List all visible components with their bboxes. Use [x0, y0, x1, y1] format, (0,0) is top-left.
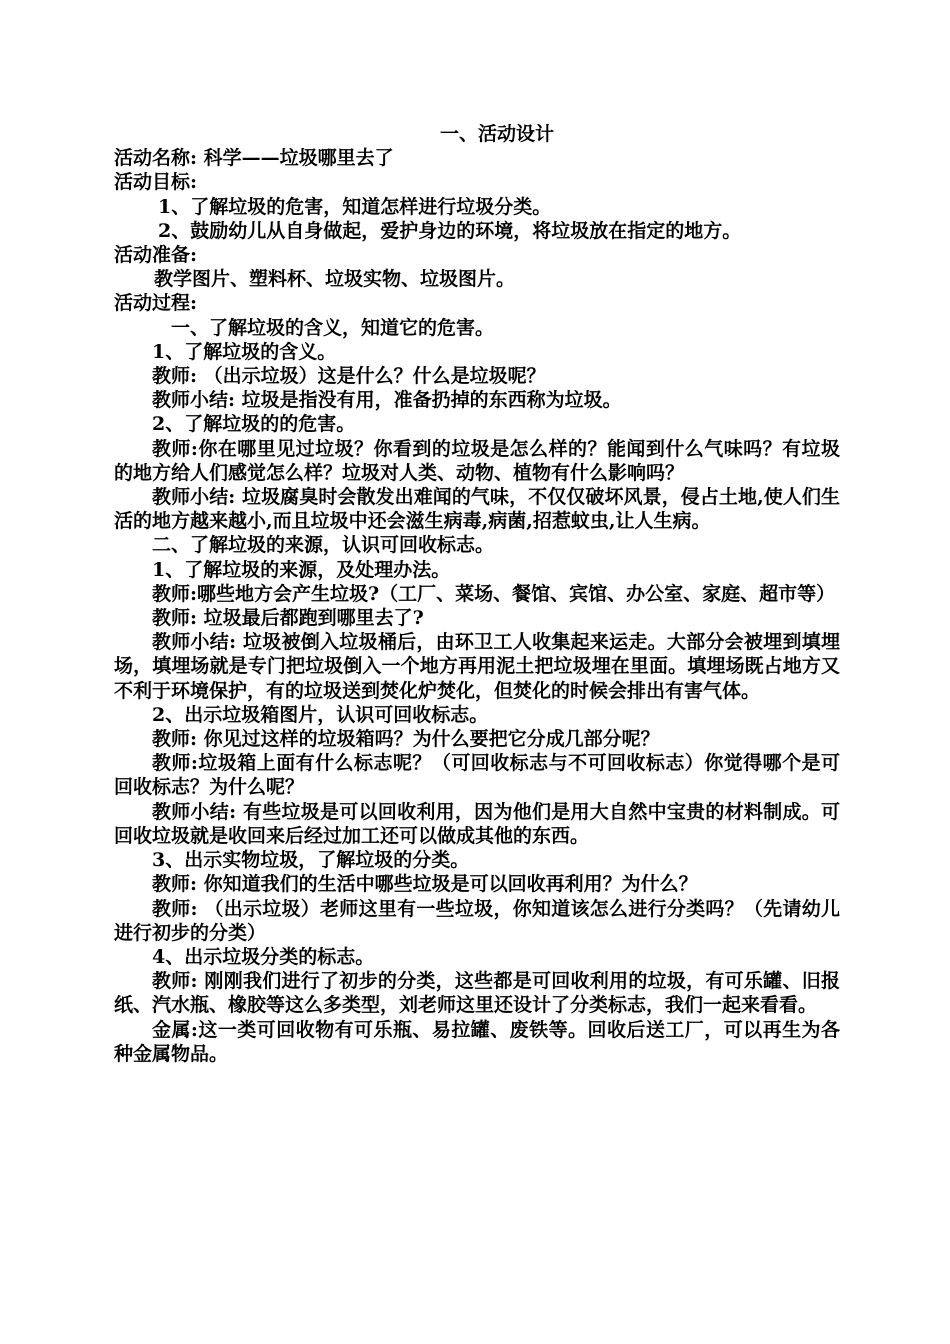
- paragraph: 教师: （出示垃圾）老师这里有一些垃圾，你知道该怎么进行分类吗？（先请幼儿进行初步的分类）: [114, 897, 840, 944]
- step-heading: 1、了解垃圾的含义。: [152, 340, 337, 363]
- paragraph: 教师小结: 垃圾被倒入垃圾桶后，由环卫工人收集起来运走。大部分会被埋到填埋场，填埋场就是专门把垃圾倒入一个地方再用泥土把垃圾埋在里面。填埋场既占地方又不利于环境保护，有的垃圾送到焚化炉焚化，但焚化的时候会排出有害气体。: [114, 631, 840, 702]
- prep-label: 活动准备:: [114, 244, 198, 267]
- document-body: [114, 122, 840, 1066]
- prep-text: 教学图片、塑料杯、垃圾实物、垃圾图片。: [154, 268, 516, 291]
- paragraph: 教师:你在哪里见过垃圾？你看到的垃圾是怎么样的？能闻到什么气味吗？有垃圾的地方给人们感觉怎么样？垃圾对人类、动物、植物有什么影响吗？: [114, 437, 840, 484]
- step-heading: 1、了解垃圾的来源，及处理办法。: [152, 558, 451, 581]
- goal-item: 2、鼓励幼儿从自身做起，爱护身边的环境，将垃圾放在指定的地方。: [158, 219, 742, 242]
- document-title: 一、活动设计: [439, 123, 554, 145]
- step-heading: 2、了解垃圾的的危害。: [152, 413, 356, 436]
- paragraph: 教师: 你见过这样的垃圾箱吗？为什么要把它分成几部分呢？: [152, 728, 660, 751]
- paragraph: 金属:这一类可回收物有可乐瓶、易拉罐、废铁等。回收后送工厂，可以再生为各种金属物品。: [114, 1018, 840, 1065]
- step-heading: 3、出示实物垃圾，了解垃圾的分类。: [152, 849, 470, 872]
- process-label: 活动过程:: [114, 292, 198, 315]
- paragraph: 教师: 垃圾最后都跑到哪里去了?: [152, 607, 424, 630]
- paragraph: 教师:哪些地方会产生垃圾?（工厂、菜场、餐馆、宾馆、办公室、家庭、超市等）: [152, 582, 836, 605]
- paragraph: 教师: 刚刚我们进行了初步的分类，这些都是可回收利用的垃圾，有可乐罐、旧报纸、汽水瓶、橡胶等这么多类型，刘老师这里还设计了分类标志，我们一起来看看。: [114, 970, 840, 1017]
- activity-name: 活动名称: 科学——垃圾哪里去了: [114, 147, 394, 170]
- paragraph: 教师小结: 垃圾腐臭时会散发出难闻的气味，不仅仅破坏风景，侵占土地,使人们生活的地方越来越小,而且垃圾中还会滋生病毒,病菌,招惹蚊虫,让人生病。: [114, 486, 840, 533]
- goal-item: 1、了解垃圾的危害，知道怎样进行垃圾分类。: [158, 195, 552, 218]
- paragraph: 教师: 你知道我们的生活中哪些垃圾是可以回收再利用？为什么？: [152, 873, 698, 896]
- paragraph: 教师小结: 有些垃圾是可以回收利用，因为他们是用大自然中宝贵的材料制成。可回收垃圾就是收回来后经过加工还可以做成其他的东西。: [114, 800, 840, 847]
- paragraph: 教师:垃圾箱上面有什么标志呢？（可回收标志与不可回收标志）你觉得哪个是可回收标志？为什么呢？: [114, 752, 840, 799]
- goals-label: 活动目标:: [114, 171, 198, 194]
- step-heading: 2、出示垃圾箱图片，认识可回收标志。: [152, 703, 489, 726]
- step-heading: 4、出示垃圾分类的标志。: [152, 945, 375, 968]
- paragraph: 教师: （出示垃圾）这是什么？什么是垃圾呢？: [152, 365, 546, 388]
- paragraph: 教师小结: 垃圾是指没有用，准备扔掉的东西称为垃圾。: [152, 389, 622, 412]
- section-heading: 二、了解垃圾的来源，认识可回收标志。: [152, 534, 495, 557]
- section-heading: 一、了解垃圾的含义，知道它的危害。: [171, 316, 495, 339]
